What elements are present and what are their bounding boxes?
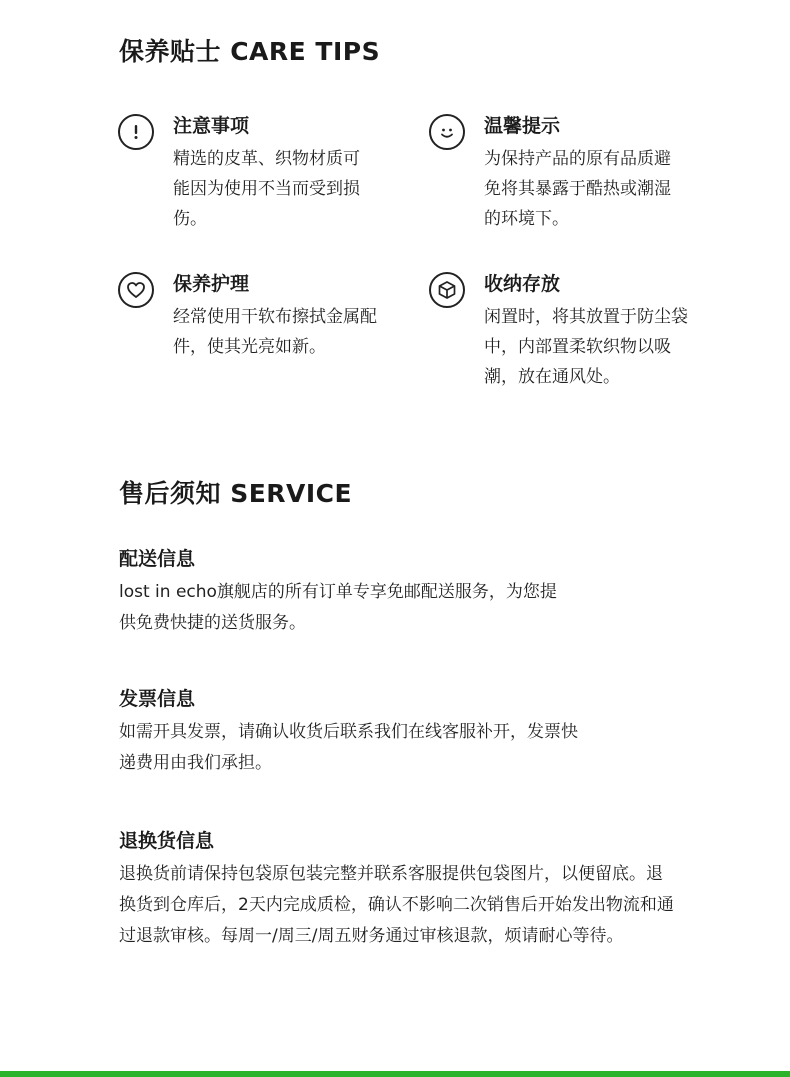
- tip-body: 精选的皮革、织物材质可能因为使用不当而受到损伤。: [173, 149, 360, 229]
- smile-icon: [429, 114, 465, 150]
- bottom-accent-bar: [0, 1071, 790, 1077]
- service-invoice: [119, 687, 719, 779]
- service-item-body: lost in echo旗舰店的所有订单专享免邮配送服务，为您提供免费快捷的送货服务。: [119, 582, 557, 633]
- tip-title: 注意事项: [173, 115, 250, 137]
- box-icon: [429, 272, 465, 308]
- exclamation-icon: [118, 114, 154, 150]
- tip-body: 经常使用干软布擦拭金属配件，使其光亮如新。: [173, 307, 377, 357]
- service-item-body: 退换货前请保持包袋原包装完整并联系客服提供包袋图片，以便留底。退换货到仓库后，2天内完成质检，确认不影响二次销售后开始发出物流和通过退款审核。每周一/周三/周五财务通过审核退款，烦请耐心等待。: [119, 864, 674, 946]
- service-item-title: 发票信息: [119, 688, 196, 710]
- tip-title: 保养护理: [173, 273, 250, 295]
- service-item-title: 配送信息: [119, 548, 196, 570]
- service-delivery: [119, 547, 719, 639]
- tip-body: 闲置时，将其放置于防尘袋中，内部置柔软织物以吸潮，放在通风处。: [484, 307, 688, 387]
- tip-body: 为保持产品的原有品质避免将其暴露于酷热或潮湿的环境下。: [484, 149, 671, 229]
- tip-title: 收纳存放: [484, 273, 561, 295]
- care-tips-title: 保养贴士 CARE TIPS: [119, 37, 381, 66]
- service-return: [119, 829, 719, 952]
- service-item-title: 退换货信息: [119, 830, 215, 852]
- service-item-body: 如需开具发票，请确认收货后联系我们在线客服补开，发票快递费用由我们承担。: [119, 722, 578, 773]
- tip-title: 温馨提示: [484, 115, 561, 137]
- heart-icon: [118, 272, 154, 308]
- service-title: 售后须知 SERVICE: [119, 479, 353, 508]
